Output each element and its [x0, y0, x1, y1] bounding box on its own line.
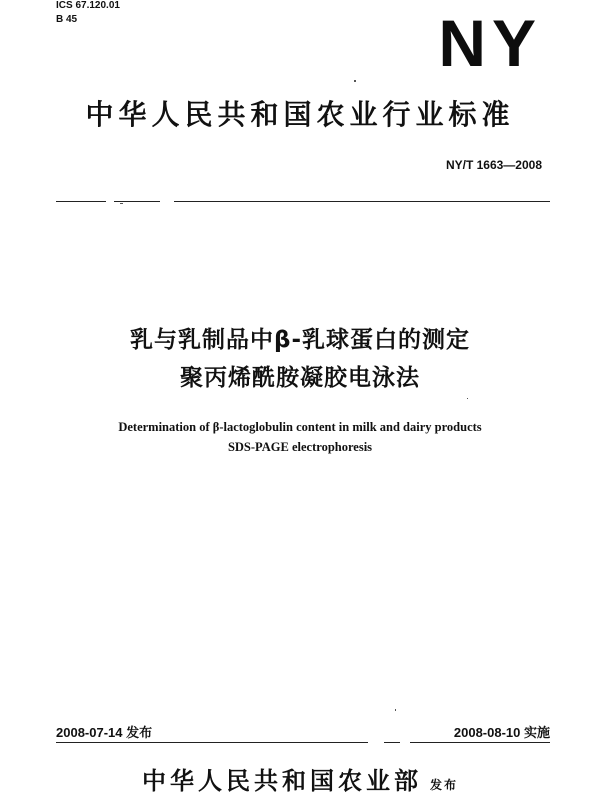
standard-logo: NY — [438, 6, 542, 80]
title-english-line-2: SDS-PAGE electrophoresis — [227, 440, 373, 454]
publisher-name: 中华人民共和国农业部 — [142, 767, 422, 795]
issuer-title: 中华人民共和国农业行业标准 — [85, 98, 515, 131]
ics-code: ICS 67.120.01 — [56, 0, 120, 11]
scan-speck — [120, 203, 123, 204]
footer-divider — [56, 742, 550, 743]
title-english-line-1: Determination of β-lactoglobulin content in milk and dairy products — [118, 420, 482, 434]
scan-speck — [467, 398, 468, 399]
ccs-code: B 45 — [56, 14, 78, 25]
implementation-date: 2008-08-10 实施 — [453, 725, 550, 740]
issue-date: 2008-07-14 发布 — [56, 725, 153, 740]
scan-speck — [354, 80, 356, 82]
title-chinese-line-1: 乳与乳制品中β-乳球蛋白的测定 — [129, 327, 470, 353]
header-divider — [56, 201, 550, 202]
standard-number: NY/T 1663—2008 — [445, 158, 542, 172]
publish-label: 发布 — [430, 778, 459, 792]
title-chinese-line-2: 聚丙烯酰胺凝胶电泳法 — [180, 365, 420, 391]
scan-speck — [395, 709, 396, 711]
